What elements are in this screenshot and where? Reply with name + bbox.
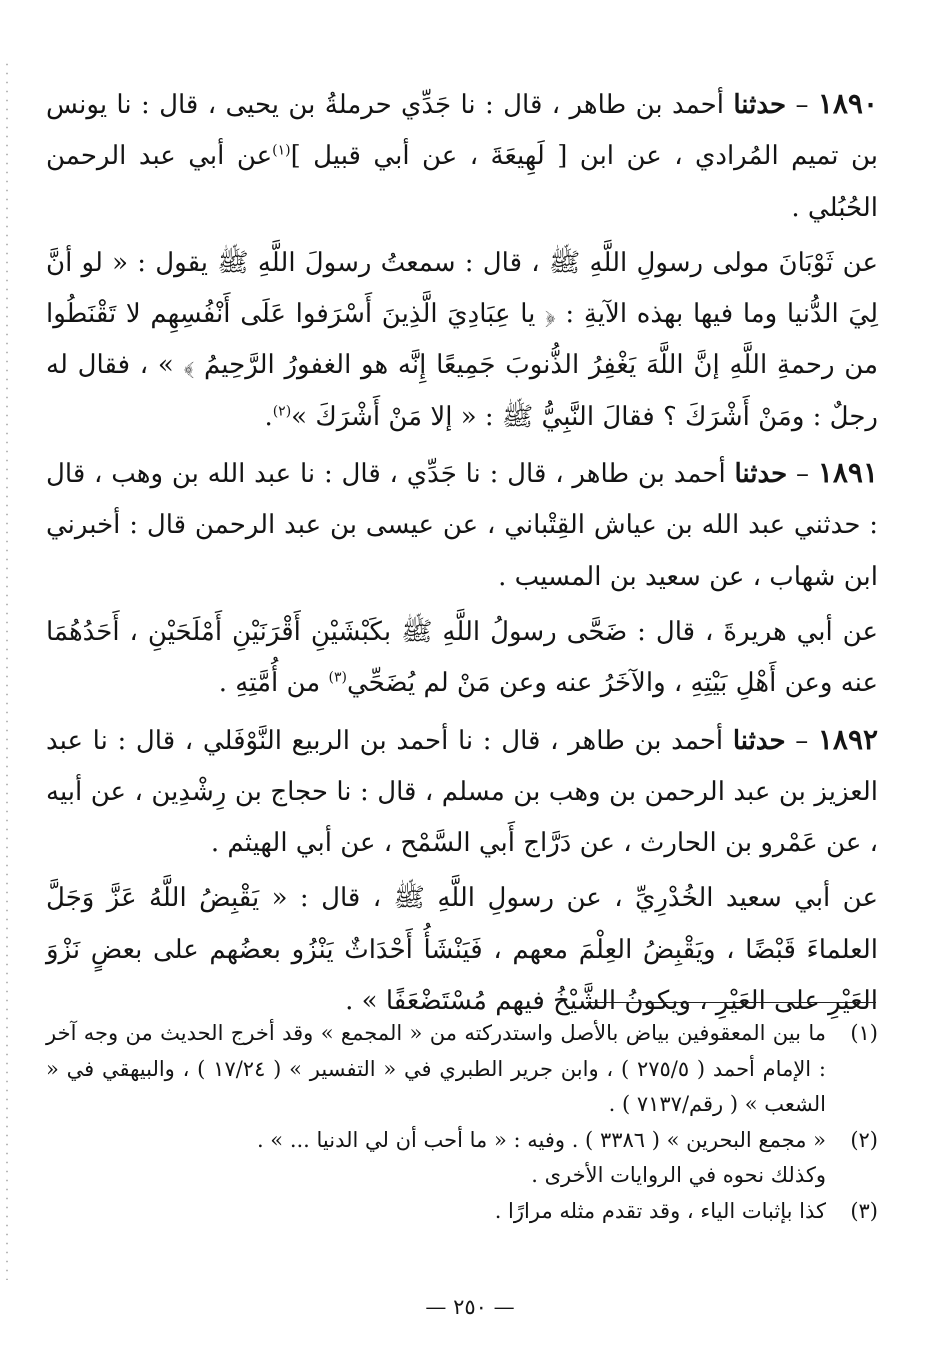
- hadith-1891-matn: [46, 607, 878, 710]
- isnad-head: حدثنا: [732, 725, 786, 756]
- footnote-text: « مجمع البحرين » ( ٣٣٨٦ ) . وفيه : « ما أحب أن لي الدنيا ... » .: [256, 1127, 826, 1152]
- footnote-text: ما بين المعقوفين بياض بالأصل واستدركته من « المجمع » وقد أخرج الحديث من وجه آخر : الإمام أحمد ( ٢٧٥/٥ ) ، وابن جرير الطبري في « التفسير » ( ١٧/٢٤ ) ، والبيهقي في « الشعب » ( رقم/٧١٣٧ ) .: [46, 1021, 827, 1117]
- matn-end: .: [264, 401, 273, 432]
- hadith-1892-matn: [46, 873, 878, 1027]
- isnad-head: حدثنا: [734, 459, 788, 490]
- footnote-text: كذا بإثبات الياء ، وقد تقدم مثله مرارًا .: [494, 1198, 826, 1223]
- footnote-1: [46, 1016, 878, 1123]
- footnote-2: [46, 1123, 878, 1194]
- hadith-number: ١٨٩٠: [817, 87, 878, 120]
- footnote-mark: (١): [850, 1021, 878, 1045]
- hadith-1892-isnad: [46, 714, 878, 870]
- isnad-text: أحمد بن طاهر ، قال : نا أحمد بن الربيع النَّوْفَلي ، قال : نا عبد العزيز بن عبد الرحمن بن وهب بن مسلم ، قال : نا حجاج بن رِشْدِين ، عن أبيه ، عن عَمْرو بن الحارث ، عن دَرَّاج أَبي السَّمْح ، عن أبي الهيثم .: [46, 725, 878, 859]
- footnote-mark: (٣): [850, 1198, 878, 1223]
- footnote-continuation: وكذلك نحوه في الروايات الأخرى .: [531, 1163, 826, 1188]
- page-number: — ٢٥٠ —: [425, 1295, 515, 1319]
- footnote-divider: [586, 1002, 876, 1003]
- hadith-number: ١٨٩١: [817, 456, 878, 490]
- footnote-ref-3[interactable]: (٣): [328, 669, 347, 686]
- hadith-dash: –: [785, 725, 818, 756]
- scan-gutter-dots: [6, 60, 8, 1280]
- matn-end: من أُمَّتِهِ .: [218, 668, 329, 699]
- hadith-dash: –: [786, 90, 818, 120]
- hadith-number: ١٨٩٢: [817, 722, 879, 756]
- matn-text: عن أبي سعيد الخُدْرِيِّ ، عن رسولِ اللَّهِ ﷺ ، قال : « يَقْبِضُ اللَّهُ عَزَّ وَجَلَّ العلماءَ قَبْضًا ، ويَقْبِضُ العِلْمَ معهم ، فَيَنْشَأُ أَحْدَاثٌ يَنْزُو بعضُهم على بعضٍ نَزْوَ العَيْرِ على العَيْرِ ، ويكونُ الشَّيْخُ فيهم مُسْتَضْعَفًا » .: [46, 883, 878, 1017]
- footnotes: [46, 1016, 878, 1230]
- matn-text: عن أبي هريرةَ ، قال : ضَحَّى رسولُ اللَّهِ ﷺ بكَبْشَيْنِ أَقْرَنَيْنِ أَمْلَحَيْنِ ، أَحَدُهُمَا عنه وعن أَهْلِ بَيْتِهِ ، والآخَرُ عنه وعن مَنْ لم يُضَحِّي: [46, 616, 878, 699]
- isnad-text-end: عن أبي عبد الرحمن الحُبُلي .: [46, 141, 878, 223]
- isnad-text: أحمد بن طاهر ، قال : نا جَدِّي ، قال : نا عبد الله بن وهب ، قال : حدثني عبد الله بن عياش القِتْباني ، عن عيسى بن عبد الرحمن قال : أخبرني ابن شهاب ، عن سعيد بن المسيب .: [46, 459, 878, 592]
- hadith-dash: –: [787, 459, 818, 490]
- isnad-head: حدثنا: [733, 90, 787, 120]
- footnote-ref-1[interactable]: (١): [272, 142, 291, 159]
- main-text: [46, 78, 878, 1027]
- hadith-1890-matn: [46, 238, 878, 443]
- footnote-ref-2[interactable]: (٢): [272, 403, 292, 420]
- footnote-3: [46, 1194, 878, 1230]
- isnad-text: أحمد بن طاهر ، قال : نا جَدِّي حرملةُ بن يحيى ، قال : نا يونس بن تميم المُرادي ، عن ابن [ لَهِيعَةَ ، عن أبي قبيل ]: [46, 90, 878, 172]
- hadith-1890-isnad: [46, 78, 878, 234]
- footnote-mark: (٢): [850, 1127, 878, 1152]
- matn-text: عن ثَوْبَانَ مولى رسولِ اللَّهِ ﷺ ، قال : سمعتُ رسولَ اللَّهِ ﷺ يقول : « لو أنَّ لِيَ الدُّنيا وما فيها بهذه الآيةِ : ﴿ يا عِبَادِيَ الَّذِينَ أَسْرَفوا عَلَى أَنْفُسِهِم لا تَقْنَطُوا من رحمةِ اللَّهِ إنَّ اللَّهَ يَغْفِرُ الذُّنوبَ جَمِيعًا إِنَّه هو الغفورُ الرَّحِيمُ ﴾ » ، فقال له رجلٌ : ومَنْ أَشْرَكَ ؟ فقالَ النَّبِيُّ ﷺ : « إلا مَنْ أَشْرَكَ »: [46, 247, 878, 432]
- hadith-1891-isnad: [46, 447, 878, 603]
